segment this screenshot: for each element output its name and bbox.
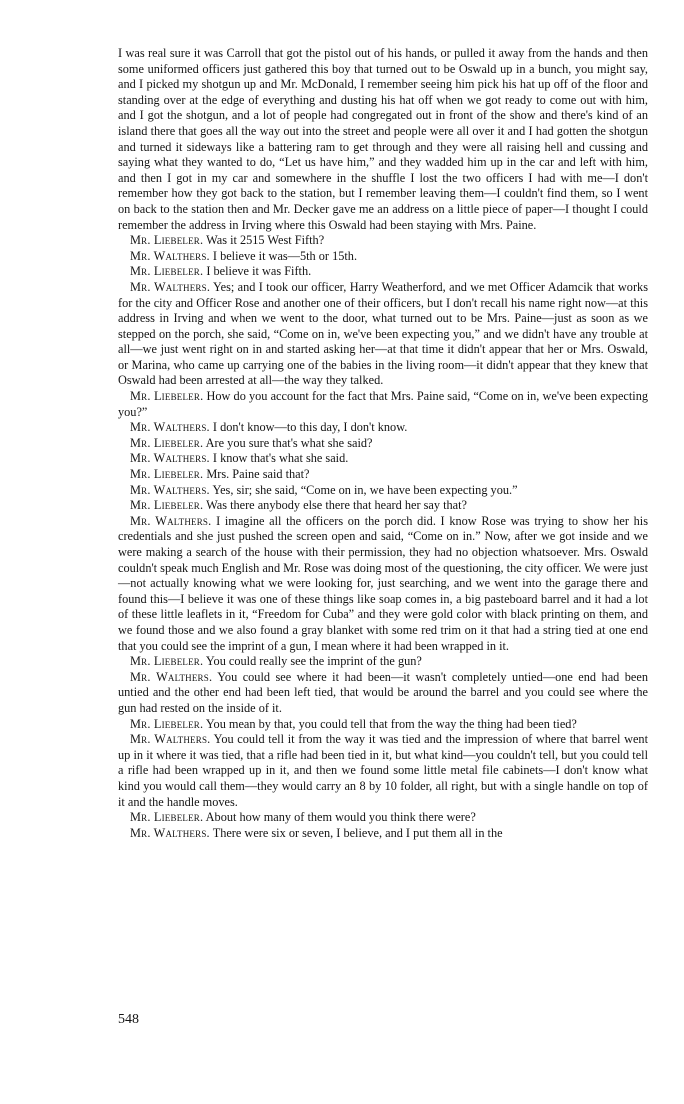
paragraph <box>118 826 648 842</box>
paragraph <box>118 717 648 733</box>
paragraph <box>118 732 648 810</box>
paragraph <box>118 280 648 389</box>
paragraph-text: Was it 2515 West Fifth? <box>206 233 325 248</box>
paragraph <box>118 670 648 717</box>
paragraph-text: I don't know—to this day, I don't know. <box>212 420 408 435</box>
speaker-label: Mr. Liebeler. <box>130 716 204 731</box>
paragraph-text: I know that's what she said. <box>212 451 349 466</box>
paragraph-text: I was real sure it was Carroll that got the pistol out of his hands, or pulled it away from the hands and then some uniformed officers just gathered this boy that turned out to be Oswald up in a bunch, you might say, and I picked my shotgun up and Mr. McDonald, I remember seeing him pick his hat up off of the floor and standing over at the edge of everything and dusting his hat off when we got ready to come out with him, and I got the shotgun, and a lot of people had congregated out in front of the show and there's kind of an island there that goes all the way out into the street and people were all over it and I had gotten the shotgun and turned it sideways like a battering ram to get through and they were all raising hell and cussing and saying what they wanted to do, “Let us have him,” and they wadded him up in the car and left with him, and then I got in my car and somewhere in the shuffle I lost the two officers I had with me—I don't remember how they got back to the station, but I remember leaving them—I couldn't find them, so I went on back to the station then and Mr. Decker gave me an address on a little piece of paper—I thought I could remember the address in Irving where this Oswald had been staying with Mrs. Paine. <box>118 46 648 232</box>
paragraph <box>118 810 648 826</box>
paragraph-text: Are you sure that's what she said? <box>205 435 373 450</box>
paragraph <box>118 498 648 514</box>
paragraph <box>118 451 648 467</box>
paragraph-text: I imagine all the officers on the porch did. I know Rose was trying to show her his credentials and she just pushed the screen open and said, “Come on in.” Now, after we got inside and we were making a search of the house with their permission, they had no objection whatsoever. Mrs. Oswald couldn't speak much English and Mr. Rose was doing most of the questioning, the city officer. We were just—not actually knowing what we were looking for, just searching, and we went into the garage there and found this—I believe it was one of these things like soap comes in, a big pasteboard barrel and it had a lot of these little leaflets in it, “Freedom for Cuba” and they were gold color with black printing on them, and we found those and we also found a gray blanket with some red trim on it that had a string tied at one end that you could see the imprint of a gun, I mean where it had been wrapped in it. <box>118 513 648 653</box>
speaker-label: Mr. Walthers. <box>130 451 210 466</box>
speaker-label: Mr. Liebeler. <box>130 233 204 248</box>
paragraph <box>118 420 648 436</box>
paragraph <box>118 654 648 670</box>
speaker-label: Mr. Walthers. <box>130 482 210 497</box>
paragraph-text: Yes; and I took our officer, Harry Weatherford, and we met Officer Adamcik that works for the city and Officer Rose and another one of their officers, but I don't recall his name right now—at this address in Irving and when we went to the door, what turned out to be Mrs. Paine—just as soon as we stepped on the porch, she said, “Come on in, we've been expecting you,” and we didn't have any trouble at all—we just went right on in and started asking her—at that time it didn't appear that her or Mrs. Oswald, or Marina, who came up carrying one of the babies in the living room—it didn't appear that they knew that Oswald had been arrested at all—the way they talked. <box>118 279 648 388</box>
paragraph <box>118 467 648 483</box>
speaker-label: Mr. Liebeler. <box>130 654 204 669</box>
paragraph-text: I believe it was Fifth. <box>206 264 312 279</box>
speaker-label: Mr. Walthers. <box>130 248 210 263</box>
paragraph <box>118 514 648 654</box>
paragraph-text: You could really see the imprint of the gun? <box>205 654 422 669</box>
paragraph <box>118 436 648 452</box>
paragraph-text: Was there anybody else there that heard her say that? <box>206 498 468 513</box>
paragraph-text: You could see where it had been—it wasn't completely untied—one end had been untied and the other end had been left tied, that would be around the barrel and you could see where the gun had rested on the inside of it. <box>118 669 648 715</box>
paragraph <box>118 249 648 265</box>
transcript-page <box>118 46 648 841</box>
paragraph <box>118 233 648 249</box>
page-number: 548 <box>118 1012 139 1027</box>
speaker-label: Mr. Walthers. <box>130 825 210 840</box>
speaker-label: Mr. Walthers. <box>130 279 211 294</box>
paragraph <box>118 46 648 233</box>
paragraph-text: I believe it was—5th or 15th. <box>212 248 358 263</box>
speaker-label: Mr. Liebeler. <box>130 467 204 482</box>
paragraph-text: Yes, sir; she said, “Come on in, we have been expecting you.” <box>212 482 518 497</box>
paragraph-text: Mrs. Paine said that? <box>206 467 310 482</box>
paragraph-text: How do you account for the fact that Mrs. Paine said, “Come on in, we've been expecting you?” <box>118 389 649 419</box>
speaker-label: Mr. Walthers. <box>130 732 211 747</box>
paragraph-text: You mean by that, you could tell that from the way the thing had been tied? <box>205 716 577 731</box>
speaker-label: Mr. Liebeler. <box>130 264 204 279</box>
paragraph <box>118 264 648 280</box>
speaker-label: Mr. Walthers. <box>130 669 213 684</box>
speaker-label: Mr. Liebeler. <box>130 810 204 825</box>
speaker-label: Mr. Walthers. <box>130 420 210 435</box>
speaker-label: Mr. Walthers. <box>130 513 212 528</box>
speaker-label: Mr. Liebeler. <box>130 389 204 404</box>
paragraph-text: You could tell it from the way it was tied and the impression of where that barrel went up in it where it was tied, that a rifle had been tied in it, but what kind—you couldn't tell, but you could tell a rifle had been wrapped up in it, and then we found some little metal file cabinets—I don't know what kind you would call them—they would carry an 8 by 10 folder, all right, but with a single handle on top of it and the handle moves. <box>118 732 648 809</box>
speaker-label: Mr. Liebeler. <box>130 498 204 513</box>
paragraph-text: About how many of them would you think there were? <box>205 810 476 825</box>
speaker-label: Mr. Liebeler. <box>130 435 204 450</box>
paragraph-text: There were six or seven, I believe, and I put them all in the <box>212 825 503 840</box>
paragraph <box>118 483 648 499</box>
paragraph <box>118 389 648 420</box>
